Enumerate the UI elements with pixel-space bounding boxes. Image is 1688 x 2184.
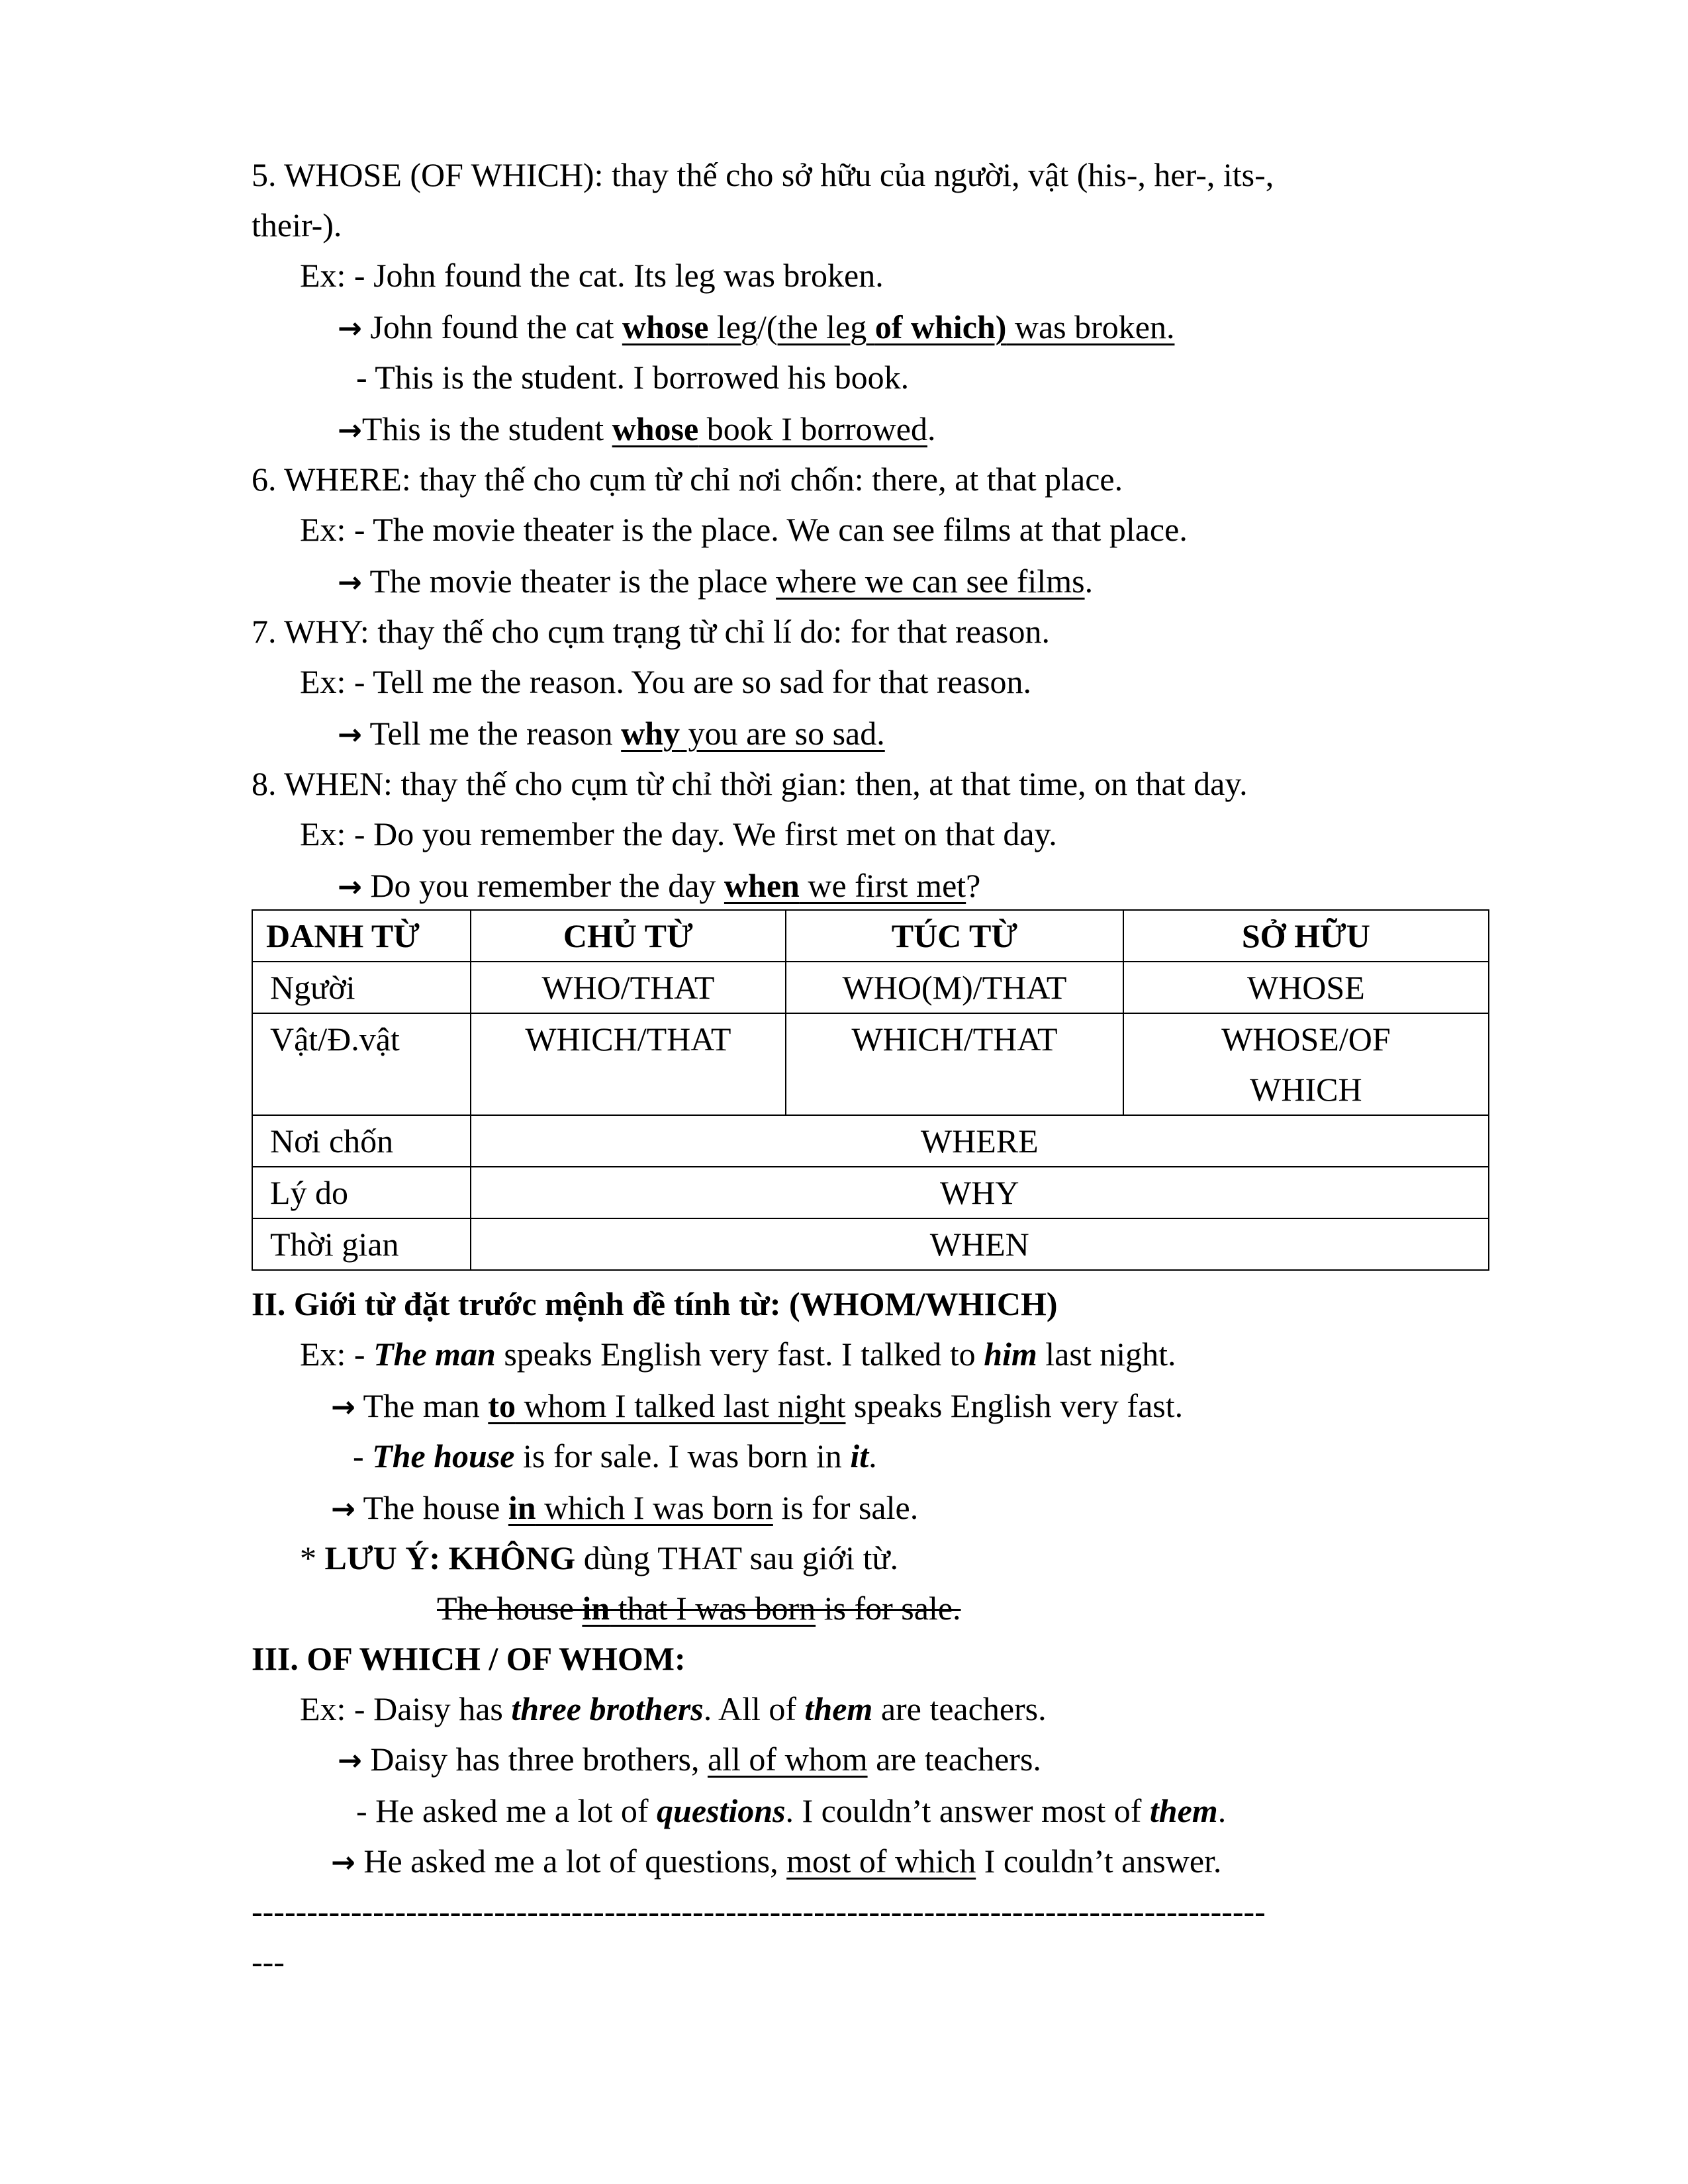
section-ii-title: II. Giới từ đặt trước mệnh đề tính từ: (WHOM/WHICH) [252,1285,1058,1322]
section-5-answer-2: →This is the student whose book I borrowed. [338,410,936,447]
section-ii-answer-1: → The man to whom I talked last night speaks English very fast. [331,1387,1184,1424]
section-5-title: 5. WHOSE (OF WHICH): thay thế cho sở hữu của người, vật (his-, her-, its-, [252,156,1274,193]
section-iii-title: III. OF WHICH / OF WHOM: [252,1640,686,1677]
section-5-example-1: Ex: - John found the cat. Its leg was broken. [300,257,884,294]
table-cell: WHERE [471,1115,1489,1167]
table-row [252,1167,1489,1218]
table-cell: Nơi chốn [252,1115,471,1167]
table-row [252,1218,1489,1270]
table-cell: WHOSE [1123,962,1489,1013]
section-iii-answer-1: → Daisy has three brothers, all of whom are teachers. [338,1741,1041,1778]
header-so-huu: SỞ HỮU [1123,910,1489,962]
table-cell: WHICH/THAT [471,1013,786,1115]
section-iii-example-1: Ex: - Daisy has three brothers. All of them are teachers. [300,1690,1047,1727]
arrow-icon: → [338,566,362,600]
section-8-title: 8. WHEN: thay thế cho cụm từ chỉ thời gian: then, at that time, on that day. [252,765,1248,802]
table-cell: Vật/Đ.vật [252,1013,471,1115]
dashed-divider: -------------------------------------------------------------------------------------------- [252,1893,1266,1930]
section-ii-note: * LƯU Ý: KHÔNG dùng THAT sau giới từ. [300,1539,899,1576]
table-cell: Lý do [252,1167,471,1218]
arrow-icon: → [331,1846,355,1880]
arrow-icon: → [338,414,362,447]
arrow-icon: → [338,870,362,904]
table-header-row [252,910,1489,962]
section-ii-example-2: - The house is for sale. I was born in it. [353,1437,877,1475]
section-5-answer-1: → John found the cat whose leg/(the leg of which) was broken. [338,308,1175,345]
section-6-answer: → The movie theater is the place where we can see films. [338,563,1094,600]
arrow-icon: → [338,718,362,752]
section-ii-example-1: Ex: - The man speaks English very fast. I talked to him last night. [300,1336,1176,1373]
section-7-example: Ex: - Tell me the reason. You are so sad for that reason. [300,663,1032,700]
section-5-example-2: - This is the student. I borrowed his book. [356,359,910,396]
header-tuc-tu: TÚC TỪ [786,910,1123,962]
section-iii-answer-2: → He asked me a lot of questions, most of which I couldn’t answer. [331,1843,1222,1880]
table-cell: WHEN [471,1218,1489,1270]
table-cell: WHOSE/OF WHICH [1123,1013,1489,1115]
section-5-title-cont: their-). [252,206,342,244]
table-row [252,1115,1489,1167]
section-6-example: Ex: - The movie theater is the place. We can see films at that place. [300,511,1188,548]
relative-pronoun-table [252,909,1489,1271]
table-row [252,962,1489,1013]
table-cell: WHICH/THAT [786,1013,1123,1115]
header-danh-tu: DANH TỪ [252,910,471,962]
arrow-icon: → [338,1744,362,1778]
arrow-icon: → [331,1390,355,1424]
arrow-icon: → [331,1492,355,1526]
section-ii-wrong-example: The house in that I was born is for sale. [437,1590,961,1627]
section-7-answer: → Tell me the reason why you are so sad. [338,715,885,752]
section-ii-answer-2: → The house in which I was born is for sale. [331,1489,919,1526]
header-chu-tu: CHỦ TỪ [471,910,786,962]
table-row [252,1013,1489,1115]
section-iii-example-2: - He asked me a lot of questions. I couldn’t answer most of them. [356,1792,1227,1829]
section-7-title: 7. WHY: thay thế cho cụm trạng từ chỉ lí do: for that reason. [252,613,1051,650]
table-cell: Người [252,962,471,1013]
section-8-example: Ex: - Do you remember the day. We first met on that day. [300,815,1057,852]
arrow-icon: → [338,312,362,345]
dashed-divider-cont: --- [252,1943,285,1980]
table-cell: Thời gian [252,1218,471,1270]
section-8-answer: → Do you remember the day when we first met? [338,867,981,904]
table-cell: WHO(M)/THAT [786,962,1123,1013]
table-cell: WHY [471,1167,1489,1218]
table-cell: WHO/THAT [471,962,786,1013]
section-6-title: 6. WHERE: thay thế cho cụm từ chỉ nơi chốn: there, at that place. [252,461,1123,498]
